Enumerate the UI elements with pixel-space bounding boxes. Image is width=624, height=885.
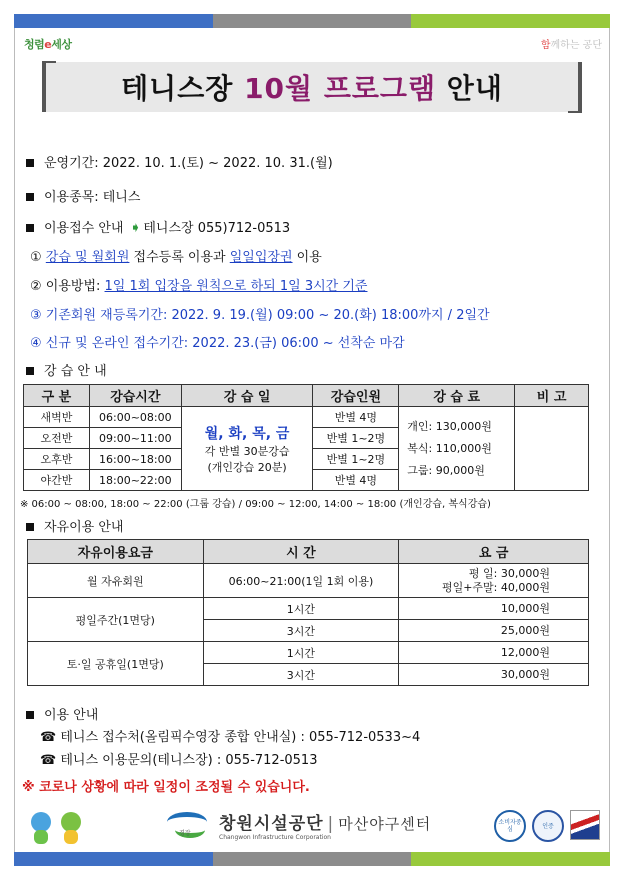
- info-item-2: ② 이용방법: 1일 1회 입장을 원칙으로 하되 1일 3시간 기준: [30, 279, 368, 294]
- table-row: 오후반 16:00~18:00 반별 1~2명: [24, 449, 589, 470]
- monthly-fee-cell: 평 일: 30,000원 평일+주말: 40,000원: [399, 564, 589, 598]
- sport-type: 이용종목: 테니스: [26, 186, 140, 205]
- square-bullet-icon: [26, 367, 34, 375]
- certification-badges: [494, 810, 600, 842]
- bottom-color-bar: [14, 852, 610, 866]
- table-row: 오전반 09:00~11:00 반별 1~2명: [24, 428, 589, 449]
- table-row: 새벽반 06:00~08:00 월, 화, 목, 금 각 반별 30분강습 (개인강습 20분) 반별 4명 개인: 130,000원 복식: 110,000원 그룹: 90,000원: [24, 407, 589, 428]
- reception-phone: ☎ 테니스 접수처(올림픽수영장 종합 안내실) : 055-712-0533~4: [40, 730, 421, 745]
- lesson-fee-cell: 개인: 130,000원 복식: 110,000원 그룹: 90,000원: [399, 407, 515, 491]
- remarks-cell: [515, 407, 589, 491]
- lesson-note: ※ 06:00 ~ 08:00, 18:00 ~ 22:00 (그룹 강습) / 09:00 ~ 12:00, 14:00 ~ 18:00 (개인강습, 복식강습): [20, 499, 491, 510]
- info-item-1: ① 강습 및 월회원 접수등록 이용과 일일입장권 이용: [30, 250, 322, 265]
- arrow-right-icon: ➧: [129, 220, 142, 236]
- lesson-table-header: 구 분 강습시간 강 습 일 강습인원 강 습 료 비 고: [24, 385, 589, 407]
- consumer-certification-badge: 소비자중심: [494, 810, 526, 842]
- certification-seal-icon: 인증: [532, 810, 564, 842]
- title-box: [42, 62, 582, 112]
- corporation-logo: 경장 창원시설공단 | 마산야구센터 Changwon Infrastructure Corporation: [165, 808, 431, 842]
- usage-heading: 이용 안내: [26, 704, 98, 723]
- table-row: 월 자유회원 06:00~21:00(1일 1회 이용) 평 일: 30,000원 평일+주말: 40,000원: [28, 564, 589, 598]
- top-color-bar: [14, 14, 610, 28]
- clean-world-logo: 청렴e세상: [24, 38, 72, 51]
- covid-warning: ※ 코로나 상황에 따라 일정이 조정될 수 있습니다.: [22, 780, 310, 795]
- free-use-table: [27, 539, 589, 686]
- table-row: 평일주간(1면당) 1시간 10,000원: [28, 598, 589, 620]
- mascot-icon: [60, 812, 82, 844]
- lesson-heading: 강 습 안 내: [26, 360, 107, 379]
- flag-icon: [570, 810, 600, 840]
- table-row: 토·일 공휴일(1면당) 1시간 12,000원: [28, 642, 589, 664]
- square-bullet-icon: [26, 224, 34, 232]
- mascot-icon: [30, 812, 52, 844]
- square-bullet-icon: [26, 711, 34, 719]
- mascot-group: [30, 812, 82, 844]
- square-bullet-icon: [26, 523, 34, 531]
- inquiry-phone: ☎ 테니스 이용문의(테니스장) : 055-712-0513: [40, 753, 318, 768]
- together-corp-logo: 함께하는 공단: [540, 40, 602, 51]
- table-row: 야간반 18:00~22:00 반별 4명: [24, 470, 589, 491]
- free-use-heading: 자유이용 안내: [26, 516, 123, 535]
- lesson-table: [23, 384, 589, 491]
- info-item-4: ④ 신규 및 온라인 접수기간: 2022. 23.(금) 06:00 ~ 선착순 마감: [30, 336, 405, 351]
- table-row: 3시간 30,000원: [28, 664, 589, 686]
- free-use-table-header: 자유이용요금 시 간 요 금: [28, 540, 589, 564]
- square-bullet-icon: [26, 193, 34, 201]
- page-title: 테니스장 10월 프로그램 안내: [121, 72, 503, 105]
- corporation-mark-icon: 경장: [165, 808, 211, 842]
- info-item-3: ③ 기존회원 재등록기간: 2022. 9. 19.(월) 09:00 ~ 20.(화) 18:00까지 / 2일간: [30, 308, 490, 323]
- square-bullet-icon: [26, 159, 34, 167]
- operating-period: 운영기간: 2022. 10. 1.(토) ~ 2022. 10. 31.(월): [26, 152, 333, 171]
- table-row: 3시간 25,000원: [28, 620, 589, 642]
- lesson-days-cell: 월, 화, 목, 금 각 반별 30분강습 (개인강습 20분): [181, 407, 313, 491]
- reception-info: 이용접수 안내 ➧ 테니스장 055)712-0513: [26, 217, 290, 236]
